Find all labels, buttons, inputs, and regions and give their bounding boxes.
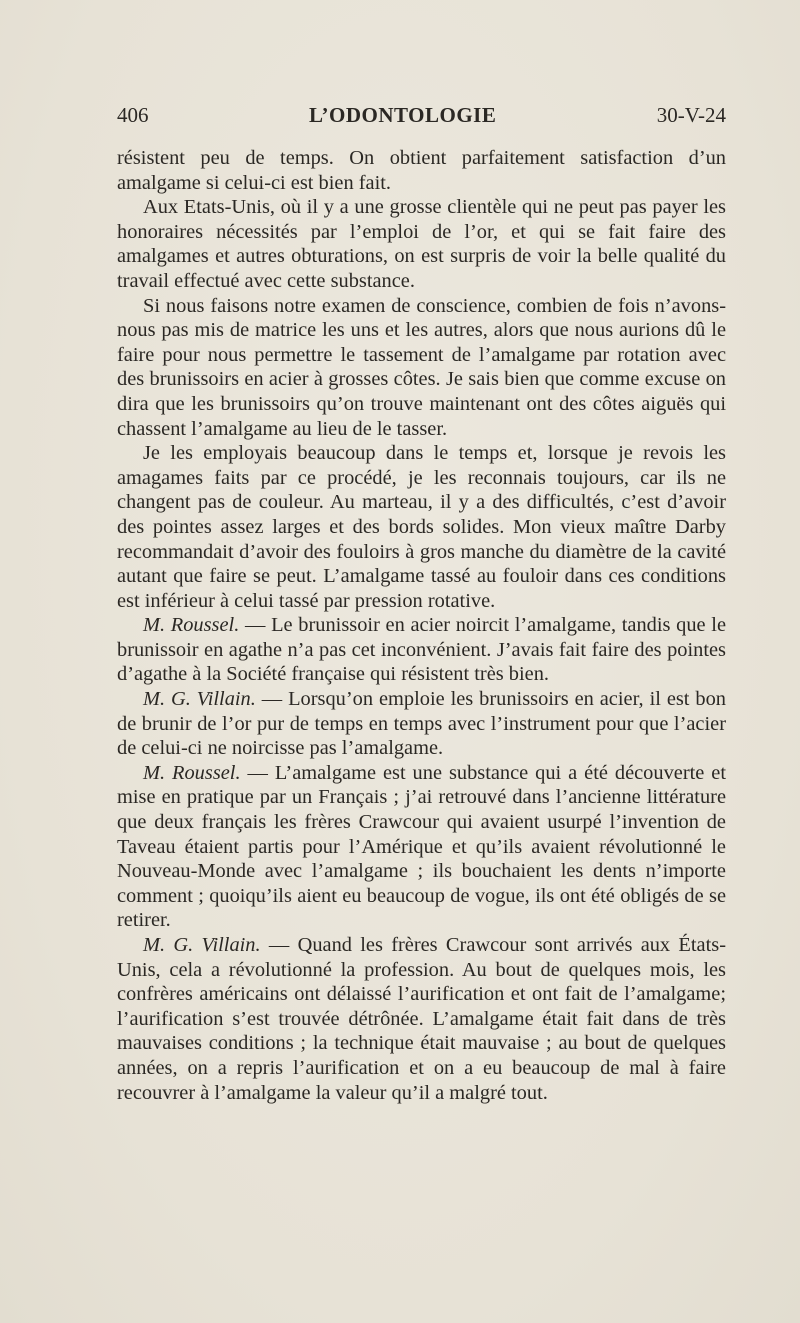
running-head — [117, 103, 726, 135]
paragraph: M. G. Villain. — Lorsqu’on emploie les brunissoirs en acier, il est bon de brunir de l’or pur de temps en temps avec l’instrument pour que l’acier de celui-ci ne noircisse pas l’amalgame. — [117, 688, 726, 760]
speaker-name: M. G. Villain. — [143, 688, 256, 711]
paragraph: Je les employais beaucoup dans le temps et, lorsque je revois les amagames faits par ce procédé, je les reconnais toujours, car ils ne changent pas de couleur. Au marteau, il y a des difficultés, c’est d’avoir des pointes assez larges et des bords solides. Mon vieux maître Darby recommandait d’avoir des fouloirs à gros manche du diamètre de la cavité autant que faire se peut. L’amalgame tassé au fouloir dans ces conditions est inférieur à celui tassé par pression rotative. — [117, 442, 726, 612]
paragraph: M. G. Villain. — Quand les frères Crawcour sont arrivés aux États-Unis, cela a révolutionné la profession. Au bout de quelques mois, les confrères américains ont délaissé l’aurification et ont fait de l’amalgame; l’aurification s’est trouvée détrônée. L’amalgame était fait dans de très mauvaises conditions ; la technique était mauvaise ; au bout de quelques années, on a repris l’aurification et on a eu beaucoup de mal à faire recouvrer à l’amalgame la valeur qu’il a malgré tout. — [117, 934, 726, 1104]
article-body — [117, 146, 726, 1105]
paragraph: Aux Etats-Unis, où il y a une grosse clientèle qui ne peut pas payer les honoraires nécessités par l’emploi de l’or, et qui se fait faire des amalgames et autres obturations, on est surpris de voir la belle qualité du travail effectué avec cette substance. — [117, 196, 726, 292]
page-number: 406 — [117, 103, 149, 127]
speaker-name: M. G. Villain. — [143, 934, 261, 956]
paragraph: Si nous faisons notre examen de conscience, combien de fois n’avons-nous pas mis de matrice les uns et les autres, alors que nous aurions dû le faire pour nous permettre le tassement de l’amalgame par rotation avec des brunissoirs en acier à grosses côtes. Je sais bien que comme excuse on dira que les brunissoirs qu’on trouve maintenant ont des côtes aiguës qui chassent l’amalgame au lieu de le tasser. — [117, 294, 726, 440]
paragraph: M. Roussel. — L’amalgame est une substance qui a été découverte et mise en pratique par un Français ; j’ai retrouvé dans l’ancienne littérature que deux français les frères Crawcour qui avaient usurpé l’invention de Taveau étaient partis pour l’Amérique et qu’ils avaient révolutionné le Nouveau-Monde avec l’amalgame ; ils bouchaient les dents n’importe comment ; quoiqu’ils aient eu beaucoup de vogue, ils ont été obligés de se retirer. — [117, 761, 726, 932]
speaker-name: M. Roussel. — [143, 614, 240, 637]
paragraph: résistent peu de temps. On obtient parfaitement satisfaction d’un amalgame si celui-ci est bien fait. — [117, 147, 726, 194]
journal-title: L’ODONTOLOGIE — [308, 103, 497, 127]
speaker-name: M. Roussel. — [143, 761, 241, 784]
paragraph: M. Roussel. — Le brunissoir en acier noircit l’amalgame, tandis que le brunissoir en agathe n’a pas cet inconvénient. J’avais fait faire des pointes d’agathe à la Société française qui résistent très bien. — [117, 614, 726, 686]
issue-date: 30-V-24 — [656, 103, 726, 127]
